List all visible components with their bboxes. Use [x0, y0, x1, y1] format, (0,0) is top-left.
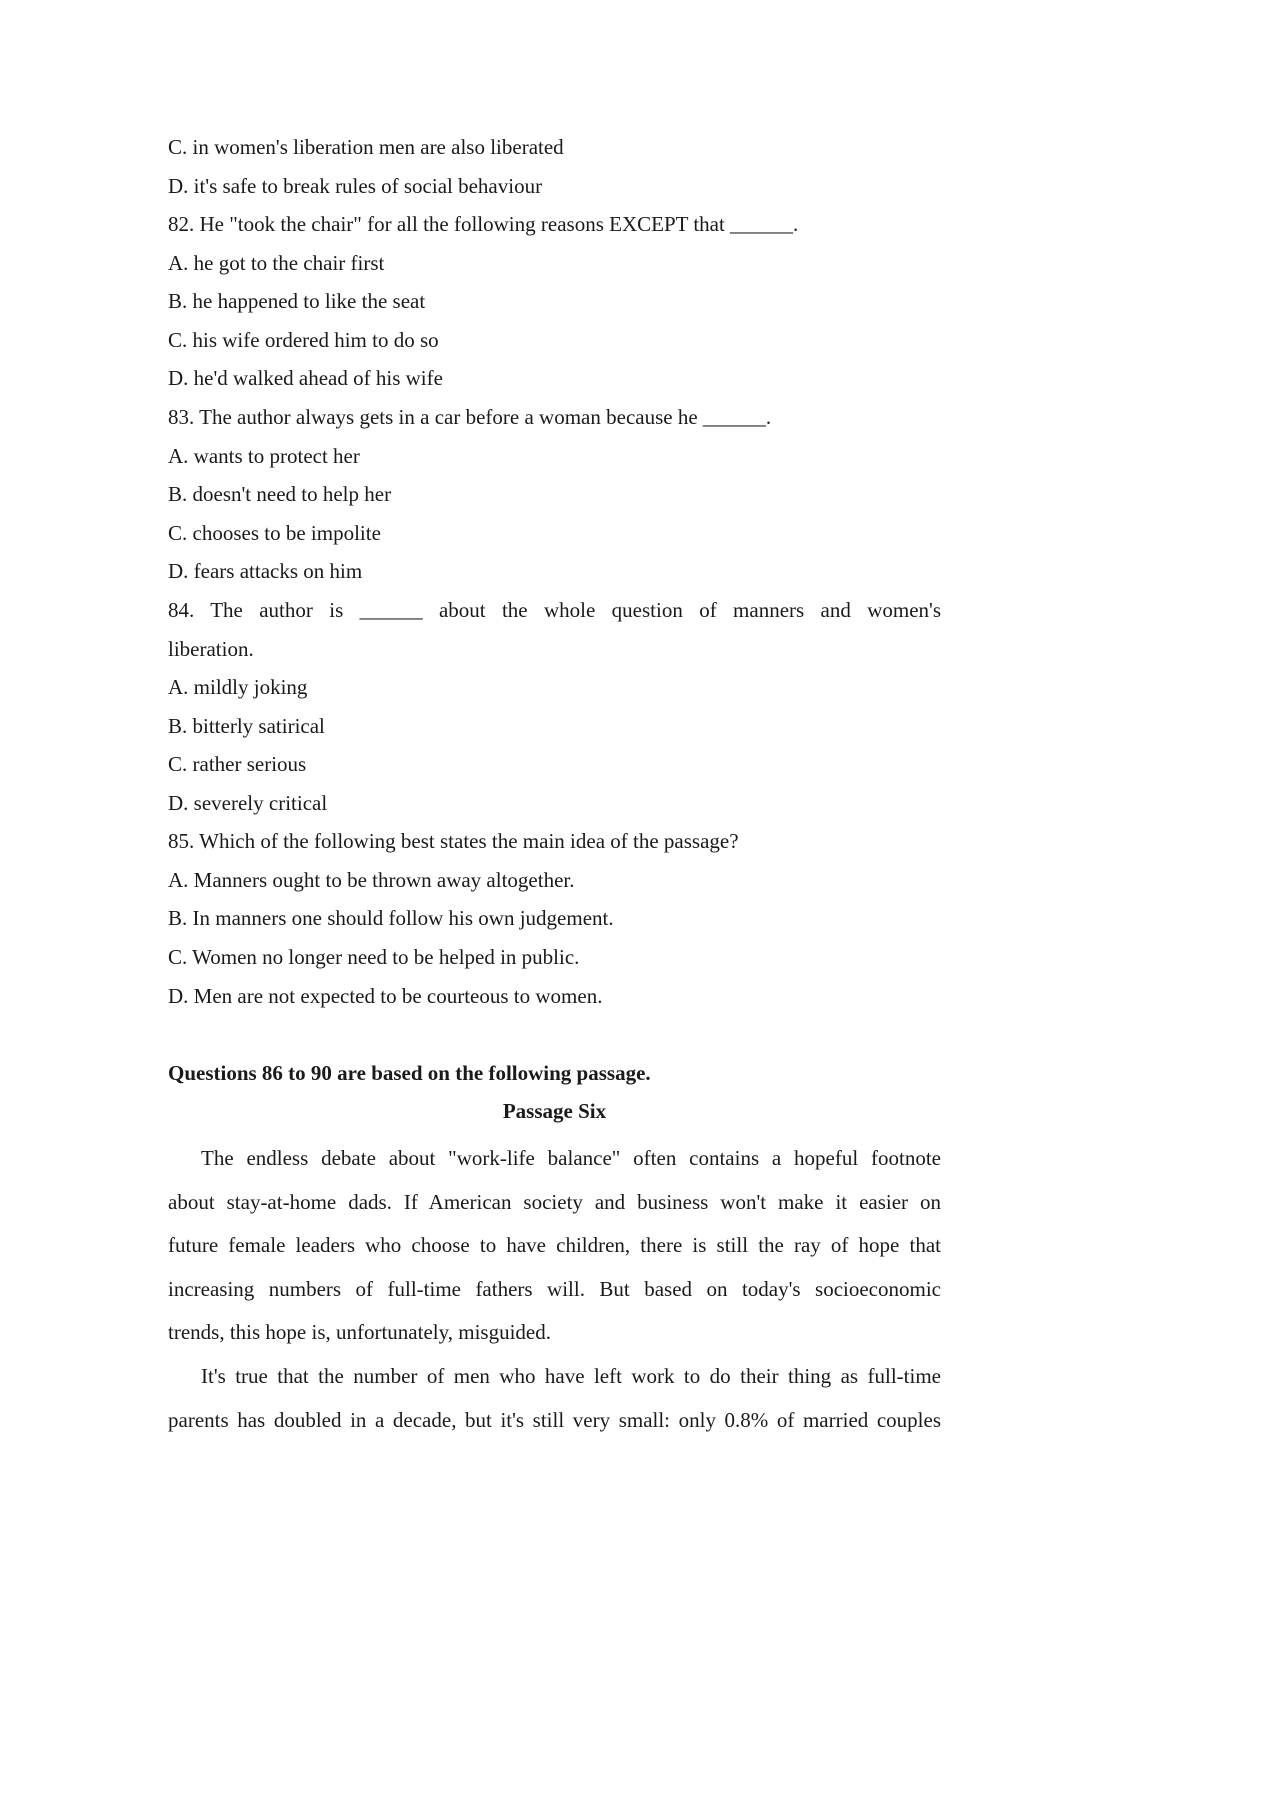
- q83-option-d: D. fears attacks on him: [168, 559, 363, 583]
- passage-p1-line4: increasing numbers of full-time fathers will. But based on today's socioeconomic: [168, 1277, 941, 1301]
- passage-title: Passage Six: [502, 1099, 607, 1123]
- passage-p1-line2: about stay-at-home dads. If American society and business won't make it easier on: [168, 1190, 941, 1214]
- q81-option-d: D. it's safe to break rules of social behaviour: [168, 174, 543, 198]
- q85-option-c: C. Women no longer need to be helped in public.: [168, 945, 580, 969]
- q85-stem: 85. Which of the following best states the main idea of the passage?: [168, 829, 739, 853]
- passage-p2-line1: It's true that the number of men who have left work to do their thing as full-time: [201, 1364, 941, 1388]
- q83-option-b: B. doesn't need to help her: [168, 482, 392, 506]
- q81-option-c: C. in women's liberation men are also liberated: [168, 135, 564, 159]
- q83-option-a: A. wants to protect her: [168, 444, 360, 468]
- q84-option-d: D. severely critical: [168, 791, 328, 815]
- passage-p1-line5: trends, this hope is, unfortunately, misguided.: [168, 1320, 552, 1344]
- q84-stem-line1: 84. The author is ______ about the whole question of manners and women's: [168, 598, 941, 622]
- passage-p1-line3: future female leaders who choose to have children, there is still the ray of hope that: [168, 1233, 941, 1257]
- q82-option-b: B. he happened to like the seat: [168, 289, 426, 313]
- q82-option-c: C. his wife ordered him to do so: [168, 328, 439, 352]
- q82-option-d: D. he'd walked ahead of his wife: [168, 366, 443, 390]
- passage-p2-line2: parents has doubled in a decade, but it's still very small: only 0.8% of married couples: [168, 1408, 941, 1432]
- q85-option-d: D. Men are not expected to be courteous to women.: [168, 984, 603, 1008]
- q82-option-a: A. he got to the chair first: [168, 251, 385, 275]
- q84-stem-line2: liberation.: [168, 637, 254, 661]
- passage-p1-line1: The endless debate about "work-life balance" often contains a hopeful footnote: [201, 1146, 941, 1170]
- q82-stem: 82. He "took the chair" for all the following reasons EXCEPT that ______.: [168, 212, 799, 236]
- q84-option-b: B. bitterly satirical: [168, 714, 325, 738]
- q85-option-b: B. In manners one should follow his own judgement.: [168, 906, 614, 930]
- q84-option-a: A. mildly joking: [168, 675, 308, 699]
- q83-option-c: C. chooses to be impolite: [168, 521, 381, 545]
- q85-option-a: A. Manners ought to be thrown away altogether.: [168, 868, 575, 892]
- q83-stem: 83. The author always gets in a car before a woman because he ______.: [168, 405, 772, 429]
- q84-option-c: C. rather serious: [168, 752, 307, 776]
- section-intro: Questions 86 to 90 are based on the following passage.: [168, 1061, 651, 1085]
